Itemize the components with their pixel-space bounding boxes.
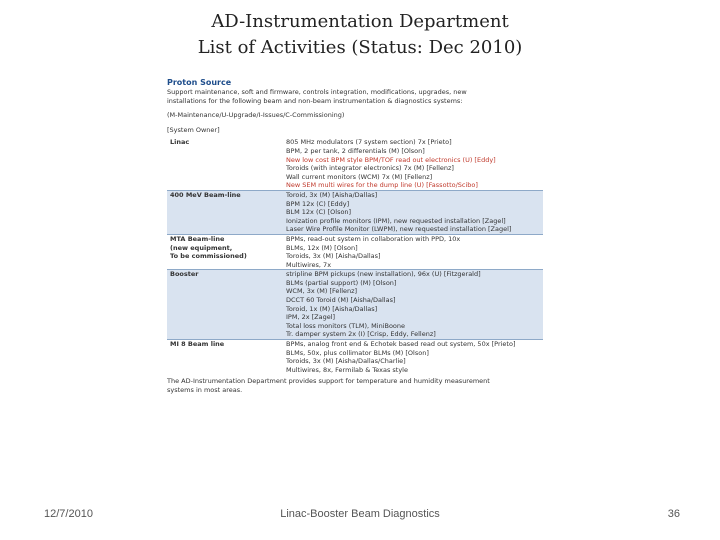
table-row: [167, 156, 543, 165]
intro-line: installations for the following beam and non-beam instrumentation & diagnostics systems:: [167, 96, 463, 105]
activity-item: New low cost BPM style BPM/TOF read out electronics (U) [Eddy]: [286, 155, 496, 164]
legend-text: (M-Maintenance/U-Upgrade/I-Issues/C-Commissioning): [167, 111, 345, 120]
activity-item: BPM, 2 per tank, 2 differentials (M) [Olson]: [286, 146, 425, 155]
activity-item: Wall current monitors (WCM) 7x (M) [Fellenz]: [286, 172, 433, 181]
table-row: [167, 279, 543, 288]
activity-item: BLMs, 50x, plus collimator BLMs (M) [Olson]: [286, 348, 429, 357]
section-name: MTA Beam-line: [167, 234, 283, 243]
activity-item: New SEM multi wires for the dump line (U) [Fassotto/Scibo]: [286, 181, 478, 190]
table-row: [167, 234, 543, 243]
section-name: Booster: [167, 270, 283, 279]
section-name: 400 MeV Beam-line: [167, 190, 283, 199]
slide-title-line1: AD-Instrumentation Department: [211, 11, 509, 32]
table-row: [167, 217, 543, 226]
slide-title-line2: List of Activities (Status: Dec 2010): [197, 37, 523, 58]
table-row: [167, 181, 543, 190]
activity-item: Laser Wire Profile Monitor (LWPM), new requested installation [Zagel]: [283, 225, 543, 234]
table-row: [167, 340, 543, 349]
table-row: [167, 261, 543, 270]
table-row: [167, 330, 543, 339]
activity-item: Multiwires, 7x: [286, 260, 332, 269]
table-row: [167, 252, 543, 261]
activity-item: BPMs, analog front end & Echotek based read out system, 50x [Prieto]: [283, 340, 543, 349]
table-row: [167, 357, 543, 366]
closing-line: systems in most areas.: [167, 386, 243, 394]
activity-item: Toroid, 3x (M) [Aisha/Dallas]: [283, 190, 543, 199]
table-row: [167, 225, 543, 234]
activity-item: BPMs, read-out system in collaboration with PPD, 10x: [283, 234, 543, 243]
activities-table: [167, 138, 543, 374]
table-row: [167, 366, 543, 375]
table-row: [167, 173, 543, 182]
activity-item: BLMs (partial support) (M) [Olson]: [283, 279, 543, 288]
section-name: To be commissioned): [170, 252, 247, 261]
table-row: [167, 147, 543, 156]
table-row: [167, 208, 543, 217]
activity-item: Toroids, 3x (M) [Aisha/Dallas/Charlie]: [286, 357, 406, 366]
activity-item: BLMs, 12x (M) [Olson]: [286, 243, 358, 252]
table-row: [167, 349, 543, 358]
activity-item: Toroids (with integrator electronics) 7x (M) [Fellenz]: [286, 164, 454, 173]
activity-item: WCM, 3x (M) [Fellenz]: [283, 287, 543, 296]
activity-item: Toroids, 3x (M) [Aisha/Dallas]: [286, 252, 381, 261]
intro-line: Support maintenance, soft and firmware, controls integration, modifications, upgrades, new: [167, 88, 467, 96]
activity-item: stripline BPM pickups (new installation), 96x (U) [Fitzgerald]: [283, 270, 543, 279]
activity-item: Tr. damper system 2x (I) [Crisp, Eddy, Fellenz]: [283, 330, 543, 339]
activity-item: Ionization profile monitors (IPM), new requested installation [Zagel]: [283, 217, 543, 226]
activity-item: BPM 12x (C) [Eddy]: [283, 200, 543, 209]
activity-item: Toroid, 1x (M) [Aisha/Dallas]: [283, 305, 543, 314]
page-number: 36: [667, 508, 680, 520]
activity-item: DCCT 60 Toroid (M) [Aisha/Dallas]: [283, 296, 543, 305]
table-row: [167, 190, 543, 199]
table-row: [167, 200, 543, 209]
section-name: Linac: [170, 138, 190, 147]
table-row: [167, 305, 543, 314]
footer-title: Linac-Booster Beam Diagnostics: [280, 508, 440, 520]
section-name: MI 8 Beam line: [167, 340, 283, 349]
table-row: [167, 296, 543, 305]
table-row: [167, 244, 543, 253]
activity-item: IPM, 2x [Zagel]: [283, 313, 543, 322]
section-name: (new equipment,: [170, 243, 233, 252]
closing-line: The AD-Instrumentation Department provides support for temperature and humidity measurement: [167, 377, 490, 386]
activity-item: 805 MHz modulators (7 system section) 7x [Prieto]: [286, 138, 452, 147]
activity-item: Total loss monitors (TLM), MiniBoone: [283, 322, 543, 331]
table-row: [167, 287, 543, 296]
activity-item: BLM 12x (C) [Olson]: [283, 208, 543, 217]
footer-date: 12/7/2010: [44, 508, 93, 520]
activities-document: [167, 78, 543, 488]
table-row: [167, 164, 543, 173]
table-row: [167, 322, 543, 331]
section-heading: Proton Source: [167, 78, 232, 87]
table-row: [167, 270, 543, 279]
table-row: [167, 138, 543, 147]
activity-item: Multiwires, 8x, Fermilab & Texas style: [286, 365, 408, 374]
table-row: [167, 313, 543, 322]
owner-text: [System Owner]: [167, 125, 220, 134]
